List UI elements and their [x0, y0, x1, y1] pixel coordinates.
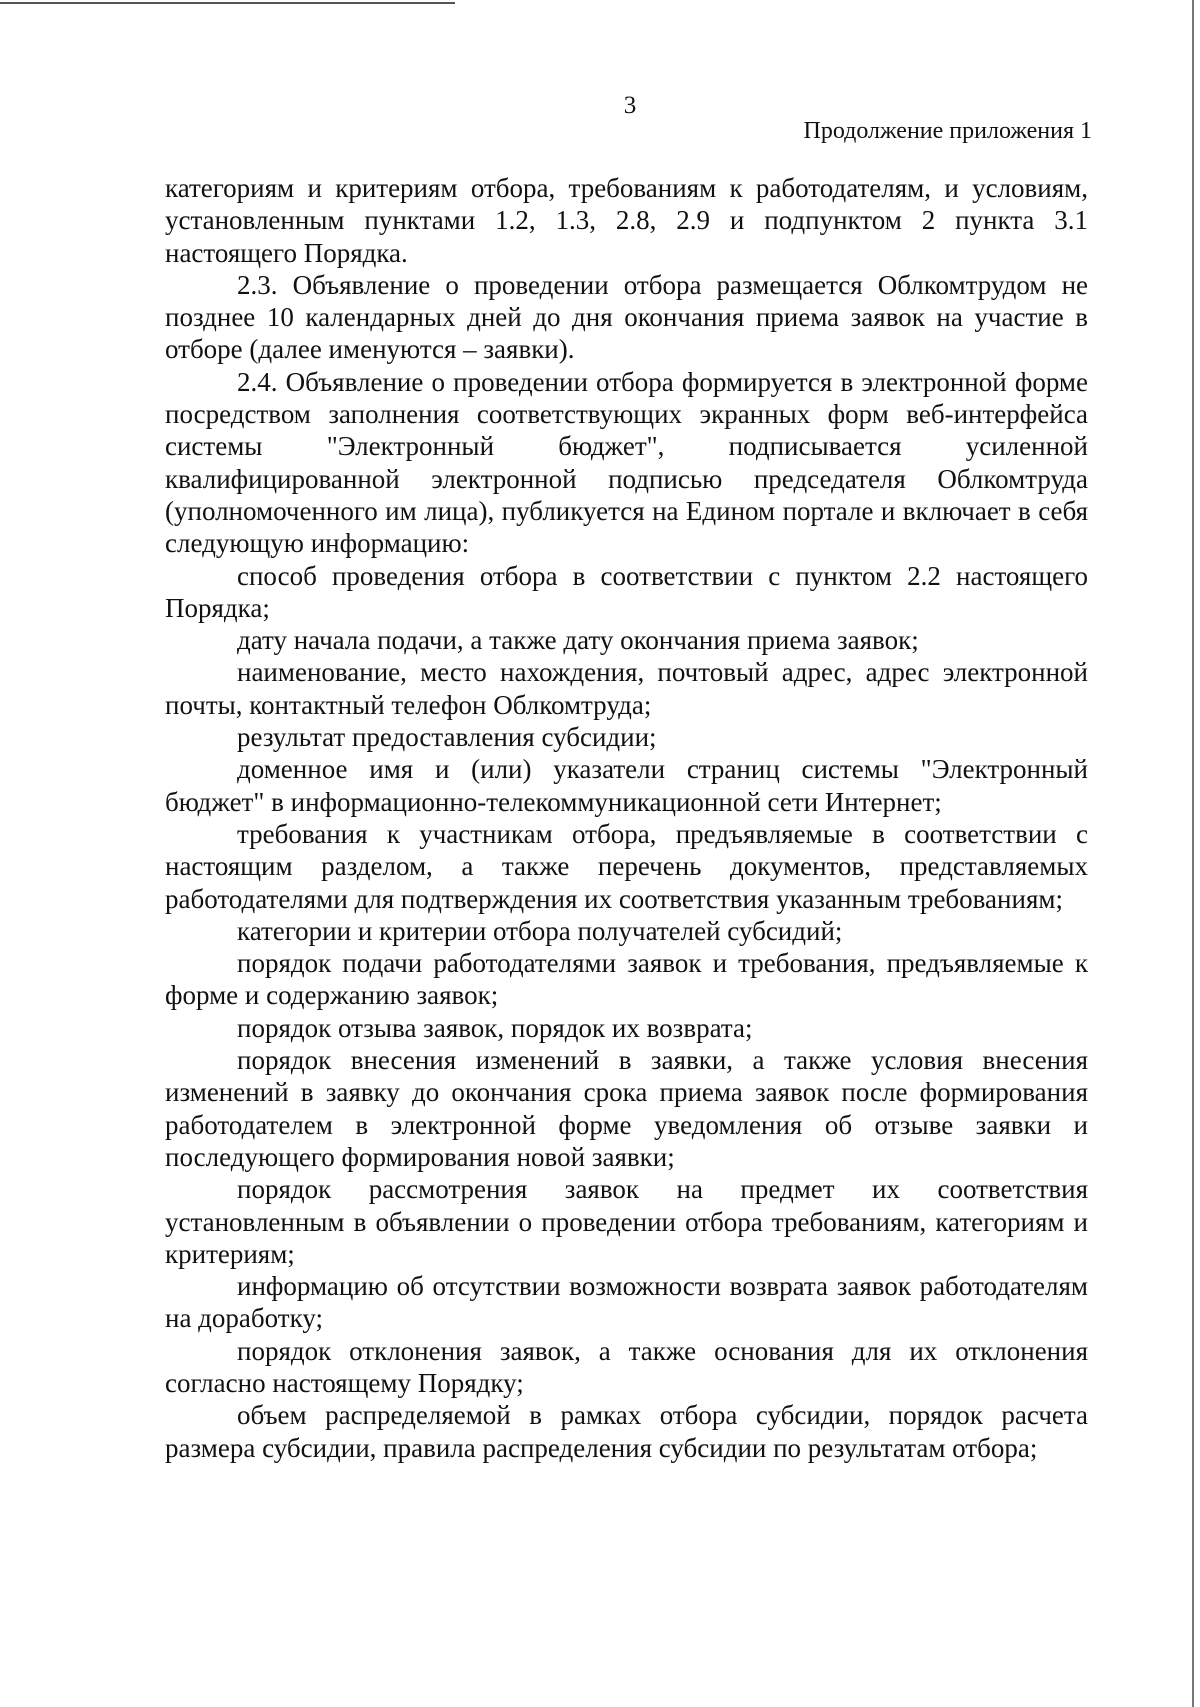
list-item: наименование, место нахождения, почтовый адрес, адрес электронной почты, контактный телефон Облкомтруда; [165, 657, 1088, 720]
list-item: порядок отзыва заявок, порядок их возврата; [237, 1012, 753, 1043]
list-item: дату начала подачи, а также дату окончания приема заявок; [237, 625, 919, 656]
list-item: способ проведения отбора в соответствии с пунктом 2.2 настоящего Порядка; [165, 560, 1088, 623]
scan-right-edge-line [1192, 0, 1194, 1707]
list-item: информацию об отсутствии возможности возврата заявок работодателям на доработку; [165, 1271, 1088, 1334]
paragraph: категориям и критериям отбора, требованиям к работодателям, и условиям, установленным пунктами 1.2, 1.3, 2.8, 2.9 и подпунктом 2 пункта 3.1 настоящего Порядка. [165, 173, 1088, 268]
list-item: требования к участникам отбора, предъявляемые в соответствии с настоящим разделом, а также перечень документов, представляемых работодателями для подтверждения их соответствия указанным требованиям; [165, 818, 1088, 914]
list-item: порядок отклонения заявок, а также основания для их отклонения согласно настоящему Порядку; [165, 1335, 1088, 1398]
list-item: порядок подачи работодателями заявок и требования, предъявляемые к форме и содержанию заявок; [165, 948, 1088, 1011]
list-item: результат предоставления субсидии; [237, 722, 657, 753]
paragraph: 2.4. Объявление о проведении отбора формируется в электронной форме посредством заполнения соответствующих экранных форм веб-интерфейса системы "Электронный бюджет", подписывается усиленной квалифицированной электронной подписью председателя Облкомтруда (уполномоченного им лица), публикуется на Едином портале и включает в себя следующую информацию: [165, 366, 1088, 559]
list-item: порядок внесения изменений в заявки, а также условия внесения изменений в заявку до окончания срока приема заявок после формирования работодателем в электронной форме уведомления об отзыве заявки и последующего формирования новой заявки; [165, 1045, 1088, 1172]
list-item: категории и критерии отбора получателей субсидий; [237, 915, 843, 946]
list-item: объем распределяемой в рамках отбора субсидии, порядок расчета размера субсидии, правила распределения субсидии по результатам отбора; [165, 1400, 1088, 1463]
appendix-continuation-note: Продолжение приложения 1 [803, 118, 1092, 144]
document-body [165, 172, 1088, 1464]
list-item: порядок рассмотрения заявок на предмет их соответствия установленным в объявлении о проведении отбора требованиям, категориям и критериям; [165, 1174, 1088, 1269]
page-number: 3 [623, 92, 637, 119]
scan-top-edge-line [0, 2, 455, 4]
paragraph: 2.3. Объявление о проведении отбора размещается Облкомтрудом не позднее 10 календарных дней до дня окончания приема заявок на участие в отборе (далее именуются – заявки). [165, 269, 1088, 365]
list-item: доменное имя и (или) указатели страниц системы "Электронный бюджет" в информационно-телекоммуникационной сети Интернет; [165, 754, 1088, 817]
